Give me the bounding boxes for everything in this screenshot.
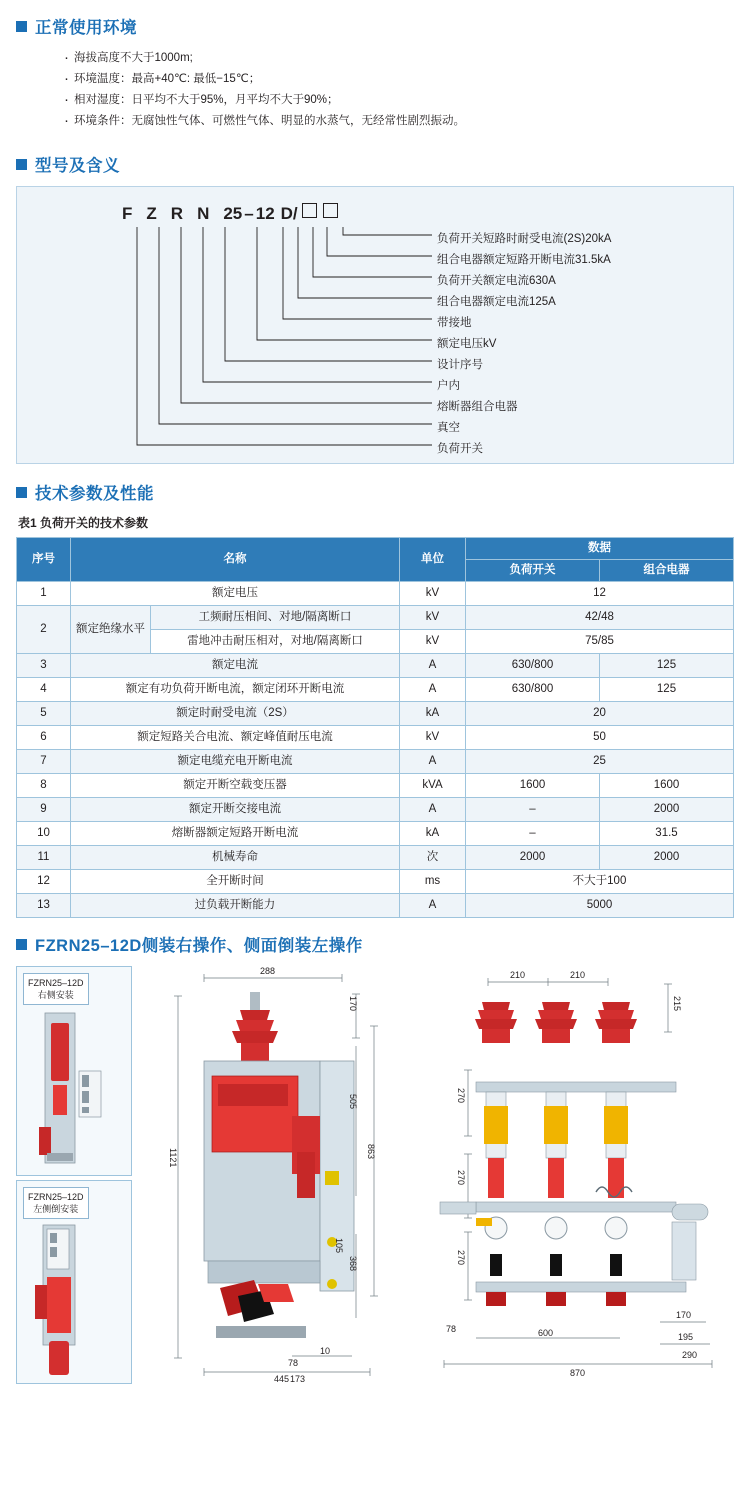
dim-195: 195 [678,1332,694,1342]
dim-78: 78 [288,1358,299,1368]
code-dash: – [244,204,254,223]
cell-value-b: 2000 [600,798,734,822]
cell-subname: 雷地冲击耐压相对，对地/隔离断口 [151,630,400,654]
cell-value-a: 630/800 [466,678,600,702]
list-item: · 环境条件：无腐蚀性气体、可燃性气体、明显的水蒸气，无经常性剧烈振动。 [62,111,734,132]
code-char-n: N [197,204,210,223]
cell-value: 不大于100 [466,870,734,894]
cell-no: 3 [17,654,71,678]
square-bullet-icon [16,159,27,170]
table-row [17,606,734,630]
cell-value-a: 1600 [466,774,600,798]
cell-no: 11 [17,846,71,870]
model-label: 熔断器组合电器 [437,401,518,413]
table-row [17,750,734,774]
environment-list [22,48,734,132]
cell-value: 42/48 [466,606,734,630]
cell-value: 20 [466,702,734,726]
cell-name: 过负载开断能力 [71,894,400,918]
cell-name: 额定电缆充电开断电流 [71,750,400,774]
code-char-r: R [170,204,184,223]
table-row [17,870,734,894]
section-title-environment: 正常使用环境 [35,19,137,37]
cell-unit: kV [400,630,466,654]
cell-value-b: 125 [600,654,734,678]
cell-value-a: 630/800 [466,654,600,678]
code-d: D/ [280,204,298,223]
cell-value-b: 1600 [600,774,734,798]
table-row [17,798,734,822]
cell-name: 额定开断交接电流 [71,798,400,822]
cell-name: 熔断器额定短路开断电流 [71,822,400,846]
cell-name: 额定有功负荷开断电流，额定闭环开断电流 [71,678,400,702]
th-no: 序号 [17,538,71,582]
model-label: 真空 [437,422,460,434]
cell-no: 2 [17,606,71,654]
dim-170: 170 [348,996,358,1012]
caption-line: 左侧倒安装 [33,1204,79,1214]
code-char-z: Z [146,204,157,223]
code-25: 25 [223,204,243,223]
dim-210-a: 210 [510,970,526,980]
model-label: 户内 [437,380,460,392]
th-switch: 负荷开关 [466,560,600,582]
model-label: 负荷开关 [437,443,483,455]
thumbnail-caption-1 [23,973,89,1005]
leader-lines [17,187,735,465]
table-row [17,846,734,870]
spec-table [16,537,734,918]
dim-170: 170 [676,1310,692,1320]
dim-215: 215 [672,996,682,1012]
cell-unit: kA [400,822,466,846]
cell-subname: 工频耐压相间、对地/隔离断口 [151,606,400,630]
cell-value-a: – [466,798,600,822]
section-title-model: 型号及含义 [35,157,120,175]
model-label: 组合电器额定短路开断电流31.5kA [437,254,611,266]
model-designation-box [16,186,734,464]
cell-unit: A [400,678,466,702]
cell-name: 额定电流 [71,654,400,678]
dim-270-a: 270 [456,1088,466,1104]
cell-unit: A [400,798,466,822]
model-label: 负荷开关额定电流630A [437,275,556,287]
cell-no: 5 [17,702,71,726]
dim-290: 290 [682,1350,698,1360]
table-title: 表1 负荷开关的技术参数 [18,516,149,530]
square-bullet-icon [16,21,27,32]
cell-value: 12 [466,582,734,606]
caption-line: FZRN25–12D [28,1192,84,1202]
section-heading-specs [16,480,734,504]
caption-line: 右侧安装 [37,990,74,1000]
cell-value-b: 31.5 [600,822,734,846]
dim-210-b: 210 [570,970,586,980]
th-combo: 组合电器 [600,560,734,582]
table-row [17,678,734,702]
table-row [17,774,734,798]
table-row [17,582,734,606]
section-heading-environment [16,14,734,38]
model-label-list [437,229,611,460]
th-data: 数据 [466,538,734,560]
cell-value: 5000 [466,894,734,918]
caption-line: FZRN25–12D [28,978,84,988]
code-12: 12 [255,204,275,223]
square-bullet-icon [16,487,27,498]
cell-no: 6 [17,726,71,750]
cell-no: 10 [17,822,71,846]
cell-name: 机械寿命 [71,846,400,870]
cell-name: 额定绝缘水平 [71,606,151,654]
cell-no: 9 [17,798,71,822]
thumbnail-caption-2 [23,1187,89,1219]
dim-1121: 1121 [168,1148,178,1168]
cell-value: 50 [466,726,734,750]
cell-value: 25 [466,750,734,774]
cell-unit: kVA [400,774,466,798]
cell-name: 额定时耐受电流（2S） [71,702,400,726]
cell-unit: kV [400,726,466,750]
cell-no: 7 [17,750,71,774]
drawings-area [16,966,734,1386]
cell-unit: kA [400,702,466,726]
model-label: 带接地 [437,317,472,329]
cell-value-b: 2000 [600,846,734,870]
dim-270-c: 270 [456,1250,466,1266]
table-row [17,894,734,918]
table-row [17,822,734,846]
side-view-drawing [420,966,734,1384]
cell-unit: 次 [400,846,466,870]
section-heading-drawings [16,932,734,956]
dim-270-b: 270 [456,1170,466,1186]
cell-unit: A [400,750,466,774]
model-label: 额定电压kV [437,338,497,350]
document-page [0,14,750,1386]
front-view-svg [142,966,412,1384]
cell-unit: ms [400,870,466,894]
cell-no: 8 [17,774,71,798]
table-row [17,702,734,726]
cell-value-a: – [466,822,600,846]
model-label: 负荷开关短路时耐受电流(2S)20kA [437,233,612,245]
section-heading-model [16,152,734,176]
cell-no: 1 [17,582,71,606]
dim-445: 445 [274,1374,290,1384]
table-row [17,654,734,678]
cell-name: 全开断时间 [71,870,400,894]
thumbnail-panel [16,966,132,1176]
dim-505: 505 [348,1094,358,1110]
dim-288: 288 [260,966,276,976]
dim-10: 10 [320,1346,331,1356]
table-header-row [17,538,734,560]
dim-368: 368 [348,1256,358,1272]
cell-unit: A [400,654,466,678]
cell-name: 额定开断空载变压器 [71,774,400,798]
thumbnail-panel-2 [16,1180,132,1384]
dim-600: 600 [538,1328,554,1338]
cell-name: 额定短路关合电流、额定峰值耐压电流 [71,726,400,750]
model-label: 设计序号 [437,359,483,371]
dim-173: 173 [290,1374,306,1384]
side-view-svg [420,966,734,1384]
list-item: · 海拔高度不大于1000m; [62,48,734,69]
model-label: 组合电器额定电流125A [437,296,556,308]
list-item: · 环境温度：最高+40℃: 最低−15℃； [62,69,734,90]
cell-value-a: 2000 [466,846,600,870]
dim-78: 78 [446,1324,457,1334]
dim-863: 863 [366,1144,376,1160]
code-char-f: F [122,204,133,223]
cell-unit: A [400,894,466,918]
cell-value: 75/85 [466,630,734,654]
front-view-drawing [142,966,412,1384]
th-unit: 单位 [400,538,466,582]
cell-name: 额定电压 [71,582,400,606]
list-item: · 相对湿度：日平均不大于95%，月平均不大于90%； [62,90,734,111]
cell-no: 12 [17,870,71,894]
cell-no: 4 [17,678,71,702]
square-bullet-icon [16,939,27,950]
dim-870: 870 [570,1368,586,1378]
th-name: 名称 [71,538,400,582]
section-title-specs: 技术参数及性能 [35,485,154,503]
cell-unit: kV [400,582,466,606]
dim-105: 105 [334,1238,344,1254]
table-row [17,726,734,750]
section-title-drawings: FZRN25–12D侧装右操作、侧面倒装左操作 [35,937,363,955]
cell-no: 13 [17,894,71,918]
cell-unit: kV [400,606,466,630]
cell-value-b: 125 [600,678,734,702]
